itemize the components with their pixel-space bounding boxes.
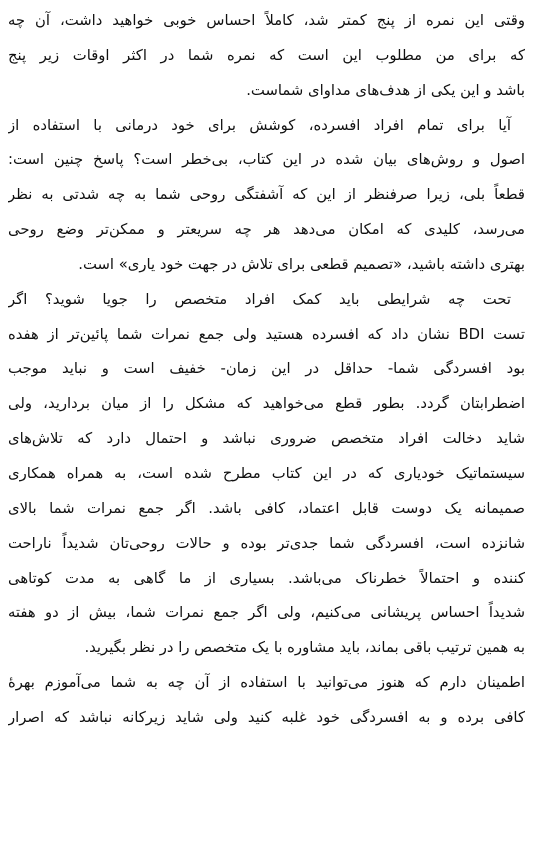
- text-line: تحت چه شرایطی باید کمک افراد متخصص را جویا شوید؟ اگر: [8, 290, 511, 308]
- text-line: شاید دخالت افراد متخصص ضروری نباشد و احتمال دارد که تلاش‌های: [8, 430, 525, 448]
- text-line: وقتی این نمره از پنج کمتر شد، کاملاً احساس خوبی خواهید داشت، آن چه: [8, 12, 525, 29]
- text-line: اطمینان دارم که هنوز می‌توانید با استفاده از آن چه به شما می‌آموزم بهرهٔ: [8, 674, 525, 692]
- text-line: قطعاً بلی، زیرا صرفنظر از این که آشفتگی روحی شما به چه شدتی به نظر: [8, 186, 525, 204]
- text-line: کننده و احتمالاً خطرناک می‌باشد. بسیاری از ما گاهی به مدت کوتاهی: [8, 569, 525, 587]
- text-line: شانزده است، افسردگی شما جدی‌تر بوده و حالات روحی‌تان شدیداً ناراحت: [8, 534, 525, 552]
- text-line: سیستماتیک خودیاری که در این کتاب مطرح شده است، به همراه همکاری: [8, 464, 525, 482]
- text-line: به همین ترتیب باقی بماند، باید مشاوره با یک متخصص را در نظر بگیرید.: [84, 639, 525, 657]
- text-line: تست BDI نشان داد که افسرده هستید ولی جمع نمرات شما پائین‌تر از هفده: [8, 325, 525, 343]
- text-line: می‌رسد، کلیدی که امکان می‌دهد هر چه سریعتر و ممکن‌تر وضع روحی: [8, 221, 525, 239]
- text-line: بود افسردگی شما- حداقل در این زمان- خفیف است و نباید موجب: [8, 360, 525, 378]
- text-line: آیا برای تمام افراد افسرده، کوشش برای خود درمانی با استفاده از: [8, 116, 511, 134]
- text-line: که برای من مطلوب این است که نمره شما در اکثر اوقات زیر پنج: [8, 46, 525, 64]
- text-line: شدیداً احساس پریشانی می‌کنیم، ولی اگر جمع نمرات شما، بیش از دو هفته: [8, 604, 525, 622]
- text-line: صمیمانه یک دوست قابل اعتماد، کافی باشد. اگر جمع نمرات شما بالای: [8, 499, 525, 517]
- text-line: اصول و روش‌های بیان شده در این کتاب، بی‌خطر است؟ پاسخ چنین است:: [8, 151, 525, 169]
- text-line: اضطرابتان گردد. بطور قطع می‌خواهید که مشکل را از میان بردارید، ولی: [8, 395, 525, 413]
- text-line: باشد و این یکی از هدف‌های مداوای شماست.: [246, 81, 525, 99]
- text-line: بهتری داشته باشید، «تصمیم قطعی برای تلاش در جهت خود یاری» است.: [78, 255, 525, 273]
- text-line: کافی برده و به افسردگی خود غلبه کنید ولی شاید زیرکانه نباشد که اصرار: [8, 708, 525, 726]
